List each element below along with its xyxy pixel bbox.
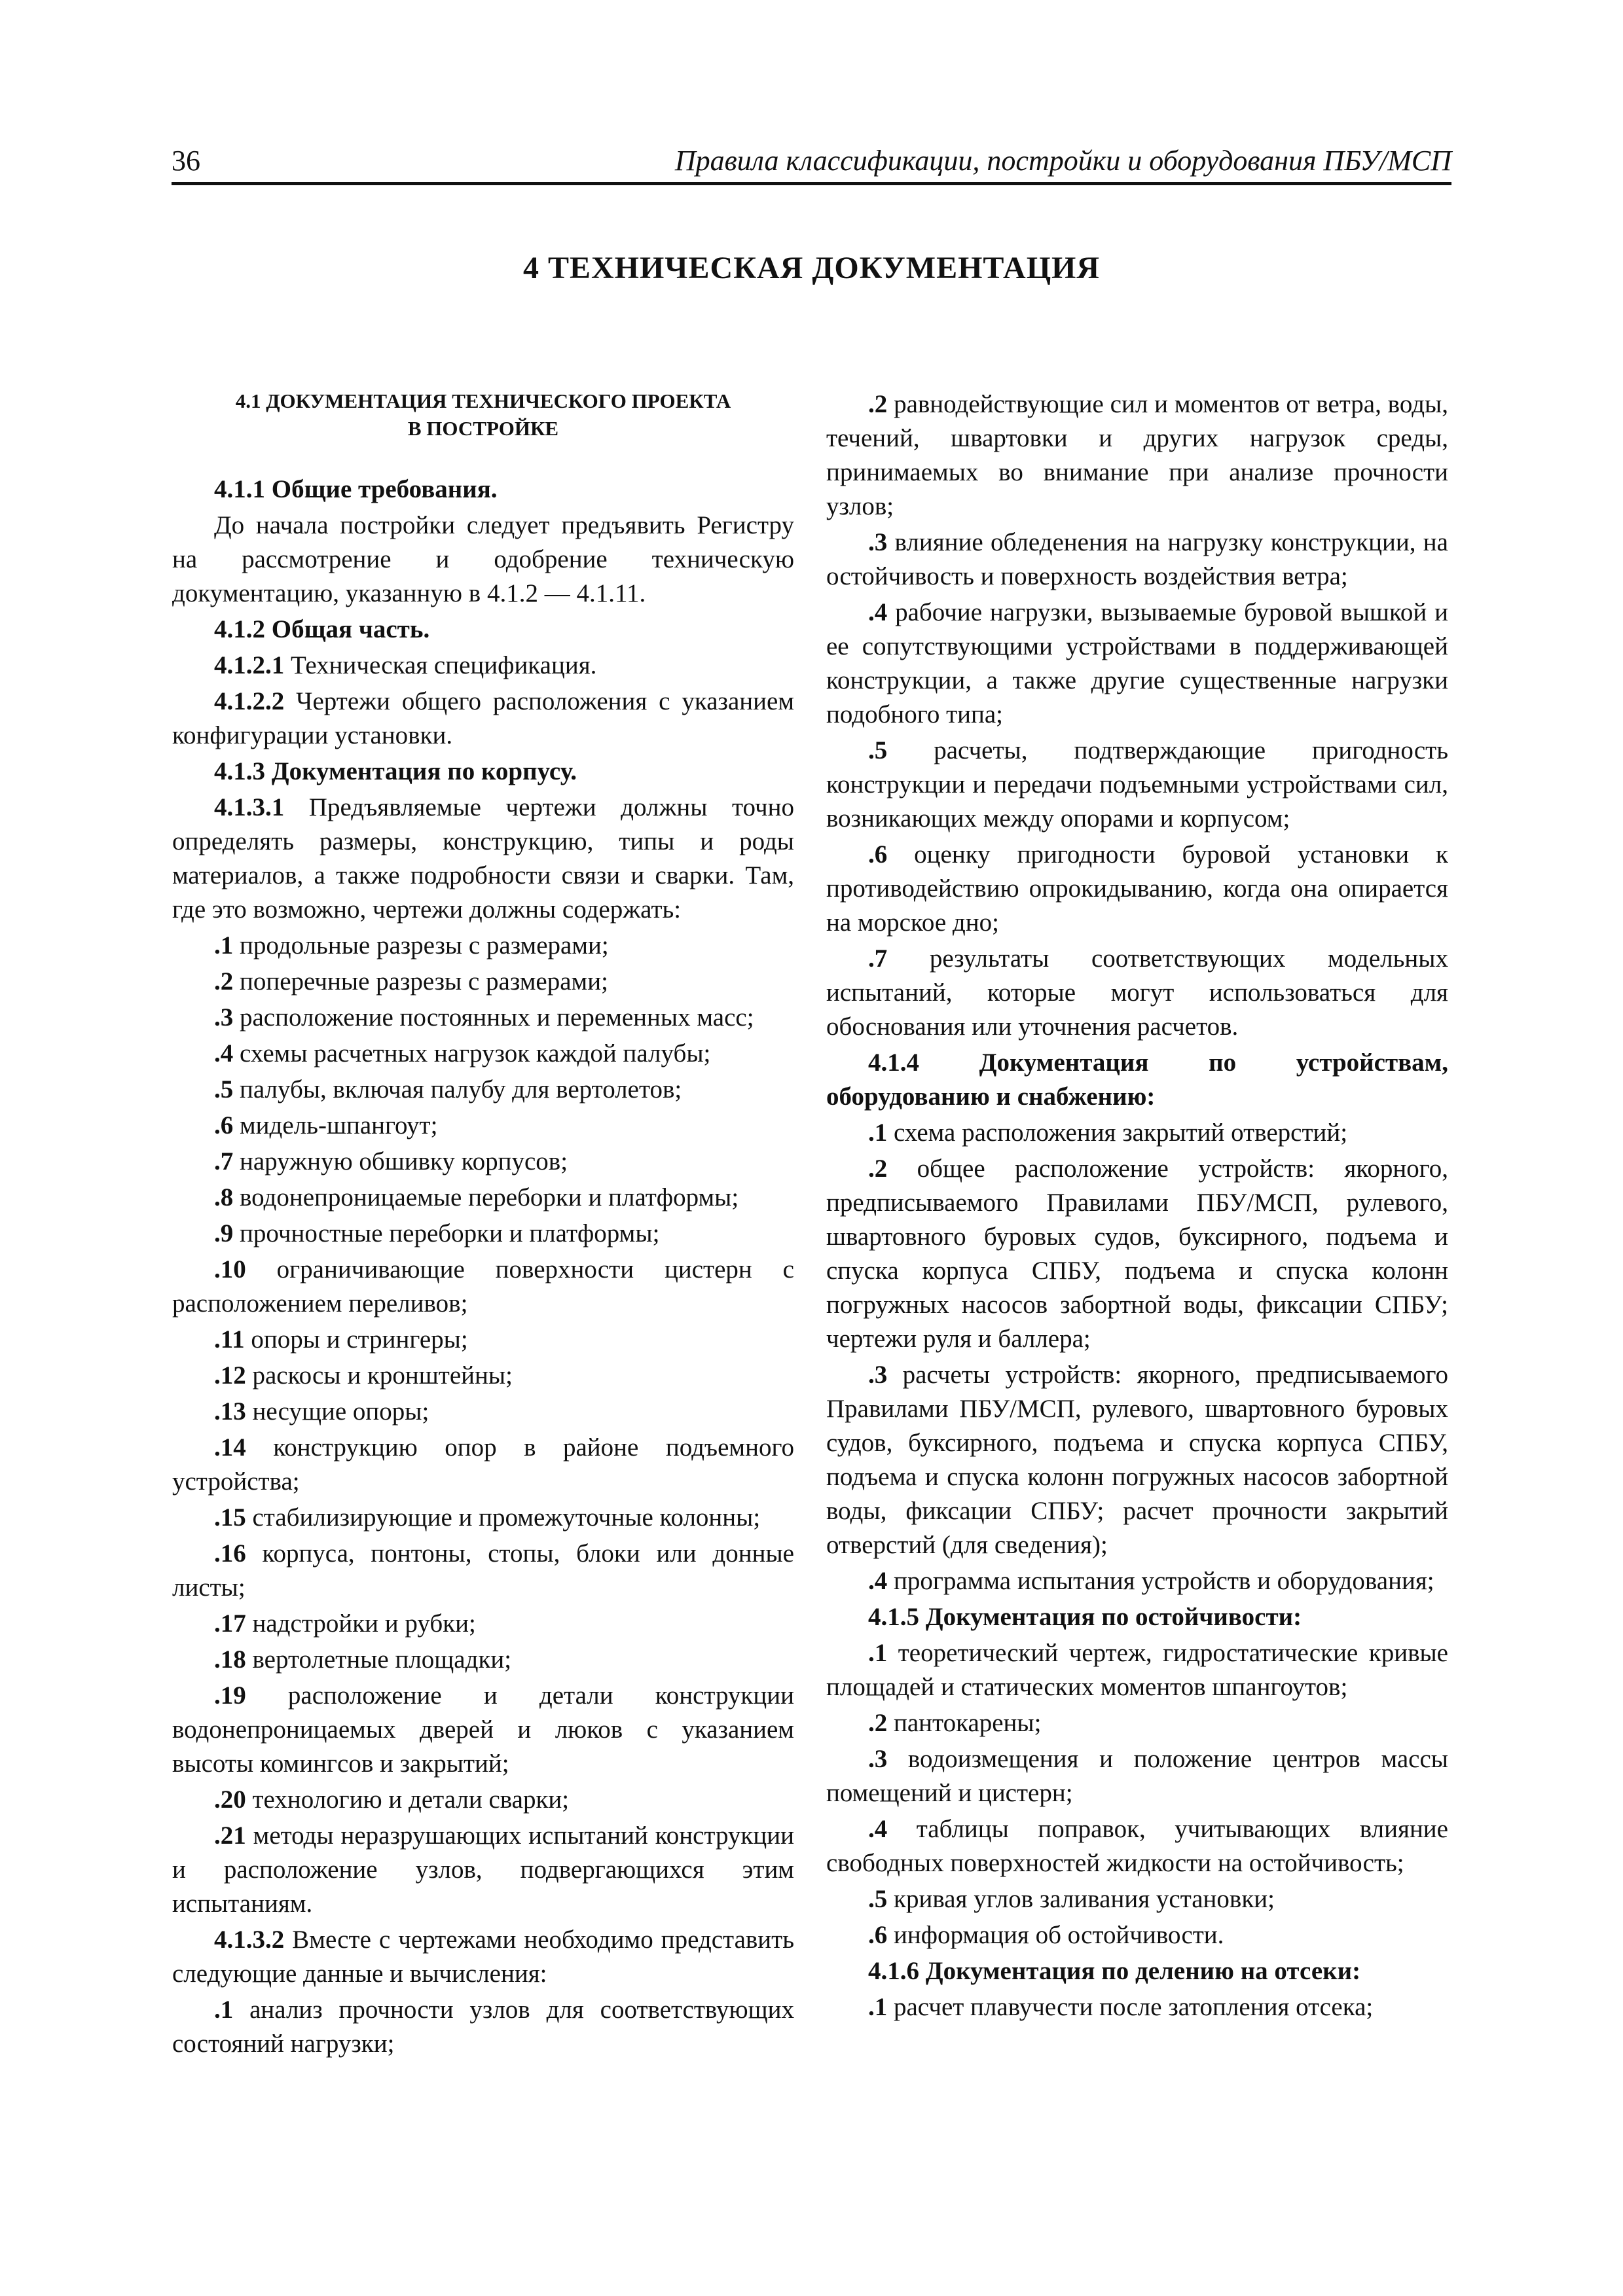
item-number: .7	[214, 1147, 234, 1175]
paragraph-text: теоретический чертеж, гидростатические кривые площадей и статических моментов шпангоутов;	[826, 1639, 1448, 1701]
paragraph	[826, 942, 1448, 1044]
item-number: .12	[214, 1361, 246, 1390]
paragraph-text: Техническая спецификация.	[284, 651, 597, 679]
paragraph-text: влияние обледенения на нагрузку конструкции, на остойчивость и поверхность воздействия ветра;	[826, 528, 1448, 590]
item-number: .4	[868, 598, 888, 626]
paragraph-text: ограничивающие поверхности цистерн с расположением переливов;	[172, 1255, 794, 1318]
paragraph-text: анализ прочности узлов для соответствующих состояний нагрузки;	[172, 1996, 794, 2058]
paragraph	[826, 734, 1448, 836]
item-number: .11	[214, 1325, 245, 1354]
paragraph	[172, 1819, 794, 1921]
paragraph-text: наружную обшивку корпусов;	[233, 1147, 568, 1175]
item-number: .5	[868, 1885, 888, 1913]
paragraph-text: технологию и детали сварки;	[246, 1785, 570, 1814]
paragraph	[826, 1564, 1448, 1598]
paragraph	[826, 1742, 1448, 1810]
paragraph	[172, 1145, 794, 1179]
paragraph	[826, 526, 1448, 594]
item-number: .9	[214, 1219, 234, 1247]
paragraph	[172, 1109, 794, 1143]
paragraph-text: общее расположение устройств: якорного, предписываемого Правилами ПБУ/МСП, рулевого, швартовного буровых судов, буксирного, подъема и спуска корпуса СПБУ, подъема и спуска колонн погружных насосов забортной воды, фиксации СПБУ; чертежи руля и баллера;	[826, 1155, 1448, 1353]
paragraph-text: равнодействующие сил и моментов от ветра, воды, течений, швартовки и других нагрузок среды, принимаемых во внимание при анализе прочности узлов;	[826, 390, 1448, 520]
paragraph-text: информация об остойчивости.	[887, 1921, 1224, 1949]
paragraph-text: надстройки и рубки;	[246, 1609, 476, 1638]
paragraph-text: рабочие нагрузки, вызываемые буровой вышкой и ее сопутствующими устройствами в поддерживающей конструкции, а также другие существенные нагрузки подобного типа;	[826, 598, 1448, 728]
item-number: 4.1.4 Документация по устройствам, оборудованию и снабжению:	[826, 1049, 1448, 1111]
item-number: .3	[868, 1745, 888, 1773]
item-number: .8	[214, 1183, 234, 1211]
item-number: .1	[868, 1119, 888, 1147]
paragraph	[172, 1501, 794, 1535]
paragraph-text: пантокарены;	[887, 1709, 1042, 1737]
paragraph-text: Вместе с чертежами необходимо представить следующие данные и вычисления:	[172, 1926, 794, 1988]
item-number: .10	[214, 1255, 246, 1283]
item-number: .19	[214, 1681, 246, 1710]
chapter-title: 4 ТЕХНИЧЕСКАЯ ДОКУМЕНТАЦИЯ	[522, 251, 1101, 285]
item-number: .2	[868, 1155, 888, 1183]
item-number: .16	[214, 1539, 246, 1568]
item-number: 4.1.2.2	[214, 687, 285, 715]
right-paragraphs	[826, 387, 1448, 2024]
paragraph-text: несущие опоры;	[246, 1397, 429, 1426]
section-title-line2: В ПОСТРОЙКЕ	[407, 417, 559, 440]
paragraph-text: Предъявляемые чертежи должны точно определять размеры, конструкцию, типы и роды материалов, а также подробности связи и сварки. Там, где это возможно, чертежи должны содержать:	[172, 793, 794, 924]
paragraph	[172, 1783, 794, 1817]
paragraph	[172, 1607, 794, 1641]
paragraph	[172, 1395, 794, 1429]
running-title: Правила классификации, постройки и оборудования ПБУ/МСП	[674, 145, 1451, 177]
item-number: .18	[214, 1645, 246, 1674]
item-number: 4.1.3.2	[214, 1926, 285, 1954]
paragraph-text: прочностные переборки и платформы;	[233, 1219, 660, 1247]
item-number: .7	[868, 944, 888, 973]
item-number: .3	[214, 1003, 234, 1031]
section-title-line1: 4.1 ДОКУМЕНТАЦИЯ ТЕХНИЧЕСКОГО ПРОЕКТА	[235, 389, 731, 412]
paragraph-text: схема расположения закрытий отверстий;	[887, 1119, 1348, 1147]
paragraph	[172, 1001, 794, 1035]
paragraph-text: методы неразрушающих испытаний конструкции и расположение узлов, подвергающихся этим испытаниям.	[172, 1821, 794, 1918]
item-number: .4	[214, 1039, 234, 1067]
paragraph	[172, 791, 794, 927]
item-number: .17	[214, 1609, 246, 1638]
paragraph-text: До начала постройки следует предъявить Регистру на рассмотрение и одобрение техническую документацию, указанную в 4.1.2 — 4.1.11.	[172, 511, 794, 607]
paragraph-text: расчет плавучести после затопления отсека;	[887, 1993, 1374, 2021]
item-number: .1	[868, 1993, 888, 2021]
paragraph	[172, 1359, 794, 1393]
paragraph	[826, 1882, 1448, 1916]
paragraph	[172, 1253, 794, 1321]
paragraph	[826, 1954, 1448, 1988]
right-column	[826, 387, 1448, 2026]
item-number: .4	[868, 1815, 888, 1843]
paragraph	[172, 755, 794, 789]
paragraph	[172, 1679, 794, 1781]
paragraph-text: схемы расчетных нагрузок каждой палубы;	[233, 1039, 711, 1067]
item-number: 4.1.2 Общая часть.	[214, 615, 430, 643]
paragraph	[172, 965, 794, 999]
paragraph	[826, 1152, 1448, 1356]
item-number: .5	[214, 1075, 234, 1103]
item-number: .1	[214, 1996, 234, 2024]
paragraph	[172, 473, 794, 507]
item-number: .2	[214, 967, 234, 996]
item-number: .21	[214, 1821, 246, 1850]
paragraph	[826, 838, 1448, 940]
paragraph	[172, 1073, 794, 1107]
section-title	[172, 387, 794, 442]
running-header	[172, 145, 1451, 185]
item-number: .2	[868, 390, 888, 418]
item-number: .1	[214, 931, 234, 960]
item-number: .14	[214, 1433, 246, 1462]
paragraph	[826, 387, 1448, 524]
paragraph	[826, 1706, 1448, 1740]
paragraph-text: Чертежи общего расположения с указанием конфигурации установки.	[172, 687, 794, 749]
paragraph-text: корпуса, понтоны, стопы, блоки или донные листы;	[172, 1539, 794, 1602]
item-number: 4.1.1 Общие требования.	[214, 475, 498, 503]
paragraph	[172, 613, 794, 647]
paragraph	[172, 649, 794, 683]
item-number: .13	[214, 1397, 246, 1426]
item-number: .1	[868, 1639, 888, 1667]
paragraph-text: кривая углов заливания установки;	[887, 1885, 1275, 1913]
item-number: .2	[868, 1709, 888, 1737]
item-number: .3	[868, 1361, 888, 1389]
paragraph-text: палубы, включая палубу для вертолетов;	[233, 1075, 682, 1103]
item-number: 4.1.6 Документация по делению на отсеки:	[868, 1957, 1361, 1985]
paragraph-text: расположение и детали конструкции водонепроницаемых дверей и люков с указанием высоты комингсов и закрытий;	[172, 1681, 794, 1778]
paragraph	[172, 1037, 794, 1071]
paragraph	[172, 509, 794, 611]
item-number: .4	[868, 1567, 888, 1595]
item-number: .3	[868, 528, 888, 556]
paragraph	[826, 1116, 1448, 1150]
paragraph	[172, 1217, 794, 1251]
paragraph-text: раскосы и кронштейны;	[246, 1361, 513, 1390]
paragraph	[172, 929, 794, 963]
paragraph-text: расчеты, подтверждающие пригодность конструкции и передачи подъемными устройствами сил, возникающих между опорами и корпусом;	[826, 736, 1448, 833]
paragraph	[172, 1537, 794, 1605]
paragraph-text: расположение постоянных и переменных масс;	[233, 1003, 754, 1031]
paragraph	[826, 1046, 1448, 1114]
paragraph-text: мидель-шпангоут;	[233, 1111, 438, 1139]
paragraph	[172, 1181, 794, 1215]
paragraph	[172, 1993, 794, 2061]
item-number: .6	[868, 840, 888, 869]
paragraph-text: конструкцию опор в районе подъемного устройства;	[172, 1433, 794, 1496]
paragraph	[172, 1323, 794, 1357]
paragraph	[172, 1643, 794, 1677]
item-number: .6	[868, 1921, 888, 1949]
item-number: 4.1.3 Документация по корпусу.	[214, 757, 577, 785]
paragraph-text: таблицы поправок, учитывающих влияние свободных поверхностей жидкости на остойчивость;	[826, 1815, 1448, 1877]
item-number: .15	[214, 1503, 246, 1532]
paragraph-text: результаты соответствующих модельных испытаний, которые могут использоваться для обоснования или уточнения расчетов.	[826, 944, 1448, 1041]
paragraph-text: расчеты устройств: якорного, предписываемого Правилами ПБУ/МСП, рулевого, швартовного буровых судов, буксирного, подъема и спуска корпуса СПБУ, подъема и спуска колонн погружных насосов забортной воды, фиксации СПБУ; расчет прочности закрытий отверстий (для сведения);	[826, 1361, 1448, 1559]
paragraph	[172, 1923, 794, 1991]
item-number: .6	[214, 1111, 234, 1139]
paragraph-text: программа испытания устройств и оборудования;	[887, 1567, 1434, 1595]
paragraph	[172, 685, 794, 753]
paragraph	[826, 1636, 1448, 1704]
left-column	[172, 387, 794, 2063]
paragraph	[826, 1358, 1448, 1562]
paragraph-text: поперечные разрезы с размерами;	[233, 967, 608, 996]
paragraph-text: водонепроницаемые переборки и платформы;	[233, 1183, 739, 1211]
page-number: 36	[172, 145, 200, 177]
item-number: 4.1.2.1	[214, 651, 285, 679]
paragraph	[826, 1812, 1448, 1880]
paragraph-text: стабилизирующие и промежуточные колонны;	[246, 1503, 761, 1532]
paragraph-text: опоры и стрингеры;	[244, 1325, 468, 1354]
item-number: .20	[214, 1785, 246, 1814]
paragraph	[826, 596, 1448, 732]
paragraph	[826, 1990, 1448, 2024]
paragraph-text: продольные разрезы с размерами;	[233, 931, 609, 960]
paragraph-text: вертолетные площадки;	[246, 1645, 512, 1674]
item-number: .5	[868, 736, 888, 764]
paragraph-text: оценку пригодности буровой установки к противодействию опрокидыванию, когда она опирается на морское дно;	[826, 840, 1448, 937]
paragraph	[826, 1918, 1448, 1952]
item-number: 4.1.5 Документация по остойчивости:	[868, 1603, 1302, 1631]
paragraph-text: водоизмещения и положение центров массы помещений и цистерн;	[826, 1745, 1448, 1807]
left-paragraphs	[172, 473, 794, 2061]
paragraph	[172, 1431, 794, 1499]
item-number: 4.1.3.1	[214, 793, 285, 821]
paragraph	[826, 1600, 1448, 1634]
